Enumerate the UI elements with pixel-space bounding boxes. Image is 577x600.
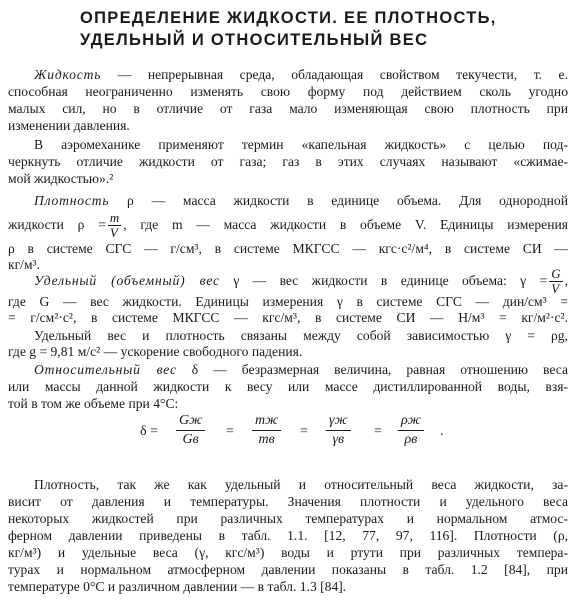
paragraph-line: той в том же объеме при 4°С: [8, 396, 179, 411]
paragraph-line: некоторых жидкостей при различных температурах и нормальном атмос- [8, 511, 568, 526]
paragraph-line [34, 361, 568, 378]
paragraph-line [34, 66, 568, 83]
formula-fraction-density [398, 412, 424, 449]
term-relative-weight: Относительный вес [34, 362, 177, 377]
fraction-denominator: V [551, 281, 560, 297]
paragraph-line: кг/м³) и удельные веса (γ, кгс/м³) воды и ртути при различных темпера- [8, 545, 568, 560]
formula-fraction-mass [252, 412, 281, 449]
text-run: ρ — масса жидкости в единице объема. Для однородной [109, 193, 568, 208]
density-fraction [108, 211, 121, 240]
paragraph-line: или массы данной жидкости к весу или массе дистиллированной воды, взя- [8, 379, 568, 394]
text-run: γ — вес жидкости в единице объема: γ = [219, 273, 548, 288]
relative-weight-formula [140, 412, 460, 456]
formula-equals: = [226, 424, 234, 439]
paragraph-line: ферном давлении приведены в табл. 1.1. [12, 77, 97, 116]. Плотности (ρ, [8, 528, 568, 543]
paragraph-line: черкнуть отличие жидкости от газа; газ в этих случаях называют «сжимае- [8, 154, 568, 169]
section-title-line-2: УДЕЛЬНЫЙ И ОТНОСИТЕЛЬНЫЙ ВЕС [80, 31, 429, 49]
paragraph-line: В аэромеханике применяют термин «капельная жидкость» с целью под- [34, 137, 568, 152]
fraction-denominator: ρв [404, 432, 418, 447]
fraction-denominator: mв [258, 432, 275, 447]
paragraph-line: способная неограниченно изменять свою форму под действием сколь угодно [8, 84, 568, 99]
term-liquid: Жидкость [34, 67, 102, 82]
fraction-numerator: Gж [176, 412, 205, 431]
term-density: Плотность [34, 193, 110, 208]
section-title-line-1: ОПРЕДЕЛЕНИЕ ЖИДКОСТИ. ЕЕ ПЛОТНОСТЬ, [80, 9, 497, 27]
paragraph-line [8, 208, 568, 242]
paragraph-line [34, 192, 568, 209]
text-run: , где m — масса жидкости в объеме V. Единицы измерения [123, 217, 568, 232]
text-run: δ — безразмерная величина, равная отношению веса [176, 362, 568, 377]
formula-period: . [440, 424, 444, 439]
text-run: — непрерывная среда, обладающая свойством текучести, т. е. [101, 67, 568, 82]
paragraph-line: турах и нормальном атмосферном давлении показаны в табл. 1.2 [84], при [8, 562, 568, 577]
paragraph-line: висит от давления и температуры. Значения плотности и удельного веса [8, 494, 568, 509]
paragraph-line: мой жидкостью».² [8, 171, 114, 186]
paragraph-line: температуре 0°С и различном давлении — в табл. 1.3 [84]. [8, 579, 347, 594]
paragraph-line: Плотность, так же как удельный и относительный веса жидкости, за- [34, 477, 568, 492]
paragraph-line: Удельный вес и плотность связаны между собой зависимостью γ = ρg, [34, 328, 568, 343]
fraction-denominator: γв [332, 432, 345, 447]
paragraph-line: ρ в системе СГС — г/см³, в системе МКГСС — кгс·с²/м⁴, в системе СИ — [8, 241, 568, 256]
paragraph-line: где G — вес жидкости. Единицы измерения γ в системе СГС — дин/см³ = [8, 294, 568, 309]
paragraph-line: малых сил, но в отличие от газа мало изменяющая свою плотность при [8, 101, 568, 116]
fraction-numerator: m [109, 210, 120, 226]
fraction-numerator: mж [252, 412, 281, 431]
formula-fraction-weight [176, 412, 205, 449]
paragraph-line: где g = 9,81 м/с² — ускорение свободного падения. [8, 344, 303, 359]
text-run: , [564, 273, 568, 288]
term-specific-weight: Удельный (объемный) вес [34, 273, 220, 288]
paragraph-line: = г/см²·с², в системе МКГСС — кгс/м³, в системе СИ — Н/м³ = кг/м²·с². [8, 310, 568, 325]
fraction-denominator: V [109, 225, 118, 241]
fraction-numerator: G [551, 266, 561, 282]
fraction-numerator: γж [326, 412, 351, 431]
formula-fraction-specific-weight [326, 412, 351, 449]
fraction-numerator: ρж [398, 412, 424, 431]
paragraph-line: изменении давления. [8, 118, 130, 133]
formula-lhs: δ = [140, 424, 158, 439]
formula-equals: = [300, 424, 308, 439]
fraction-denominator: Gв [182, 432, 199, 447]
formula-equals: = [374, 424, 382, 439]
text-run: жидкости ρ = [8, 217, 106, 232]
paragraph-line: кг/м³. [8, 257, 41, 272]
